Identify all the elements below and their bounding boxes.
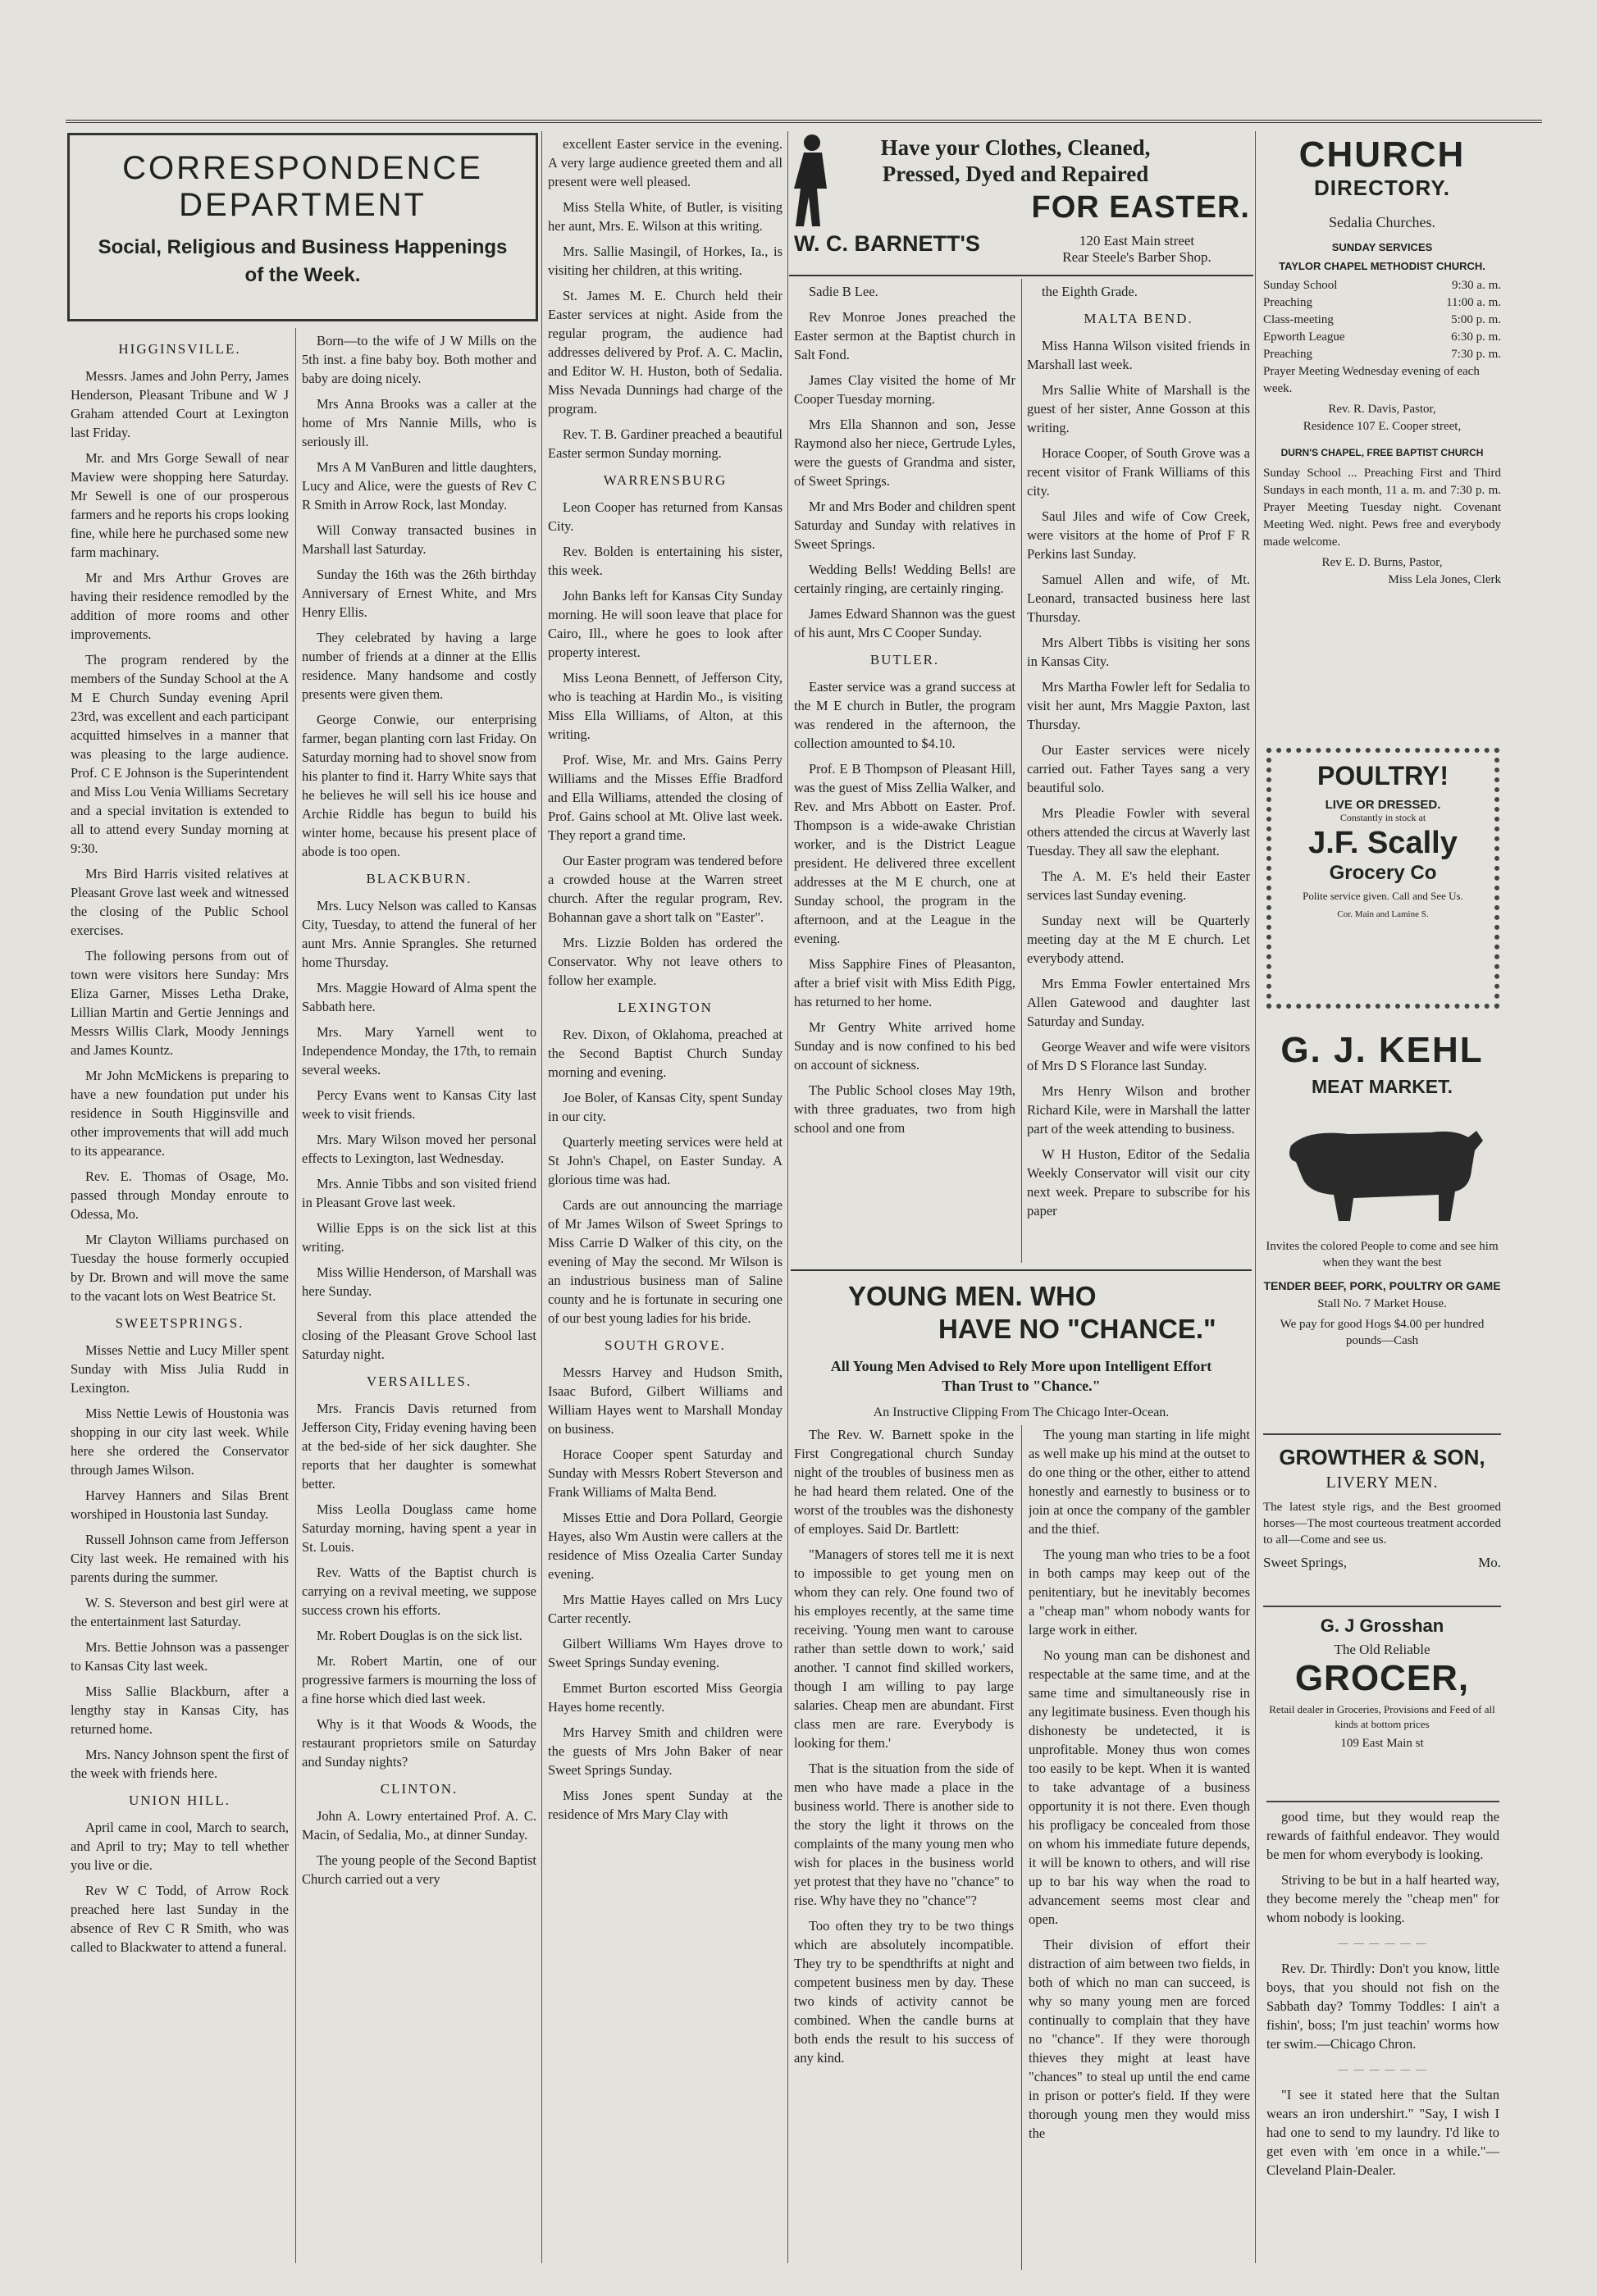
paragraph: Saul Jiles and wife of Cow Creek, were visitors at the home of Prof F R Perkins last Sunday. <box>1027 508 1250 562</box>
growther-sub: LIVERY MEN. <box>1326 1474 1439 1492</box>
paragraph: St. James M. E. Church held their Easter services at night. Aside from the regular program, the audience had addresses delivered by Prof. A. C. Maclin, and Editor W. H. Huston, both of Sedalia. Miss Nevada Dunnings had charge of the program. <box>548 288 783 417</box>
heading-clinton: CLINTON. <box>380 1781 459 1797</box>
poultry-line2: Constantly in stock at <box>1339 812 1426 823</box>
correspondence-title: CORRESPONDENCE <box>122 150 483 186</box>
paragraph: Sadie B Lee. <box>809 284 878 299</box>
pastor1: Rev. R. Davis, Pastor, <box>1328 403 1436 416</box>
barnett-headline: Have your Clothes, Cleaned, Pressed, Dyed and Repaired <box>880 135 1151 186</box>
heading-south-grove: SOUTH GROVE. <box>605 1337 726 1353</box>
schedule-row: Preaching 7:30 p. m. <box>1263 348 1501 361</box>
paragraph: Mrs. Lucy Nelson was called to Kansas City, Tuesday, to attend the funeral of her aunt Mrs. Annie Sprangles. She returned home Thursday. <box>302 898 536 970</box>
paragraph: Mrs Anna Brooks was a caller at the home of Mrs Nannie Mills, who is seriously ill. <box>302 396 536 449</box>
growther-name: GROWTHER & SON, <box>1279 1445 1485 1469</box>
grosshan-sub: The Old Reliable <box>1334 1642 1430 1657</box>
paragraph: Messrs Harvey and Hudson Smith, Isaac Buford, Gilbert Williams and William Hayes went to Marshall Monday on business. <box>548 1364 783 1437</box>
paragraph: The Rev. W. Barnett spoke in the First Congregational church Sunday night of the troubles of business men as he had heard them related. One of the worst of the troubles was the dishonesty of employes. Said Dr. Bartlett: <box>794 1427 1014 1537</box>
young-men-head1: YOUNG MEN. WHO <box>848 1281 1097 1311</box>
scally-name: J.F. Scally <box>1308 826 1458 860</box>
paragraph: Mr John McMickens is preparing to have a new foundation put under his residence in South Higginsville and other improvements that will add much to its appearance. <box>71 1068 289 1159</box>
paragraph: Mr. Robert Douglas is on the sick list. <box>317 1628 522 1643</box>
paragraph: Mrs. Francis Davis returned from Jefferson City, Friday evening having been at the bed-side of her sick daughter. She reports that her daughter is somewhat better. <box>302 1401 536 1492</box>
grosshan-title: GROCER, <box>1294 1658 1470 1698</box>
heading-versailles: VERSAILLES. <box>366 1374 472 1389</box>
grosshan-grocer-ad <box>1263 1606 1501 1751</box>
poultry-line3: Polite service given. Call and See Us. <box>1303 890 1463 902</box>
paragraph: Mrs. Nancy Johnson spent the first of the week with friends here. <box>71 1747 289 1781</box>
paragraph: Rev W C Todd, of Arrow Rock preached here last Sunday in the absence of Rev C R Smith, who was called to Blackwater to attend a funeral. <box>71 1883 289 1955</box>
paragraph: Mrs. Mary Yarnell went to Independence Monday, the 17th, to remain several weeks. <box>302 1024 536 1077</box>
paragraph: John A. Lowry entertained Prof. A. C. Macin, of Sedalia, Mo., at dinner Sunday. <box>302 1808 536 1843</box>
paragraph: Samuel Allen and wife, of Mt. Leonard, transacted business here last Thursday. <box>1027 572 1250 625</box>
column-4 <box>794 282 1015 1256</box>
heading-sweetsprings: SWEETSPRINGS. <box>115 1315 244 1331</box>
barnett-easter: FOR EASTER. <box>1031 190 1250 225</box>
young-men-header <box>791 1269 1252 1419</box>
paragraph: Mrs Harvey Smith and children were the guests of Mrs John Baker of near Sweet Springs Sunday. <box>548 1724 783 1778</box>
department-title: DEPARTMENT <box>179 187 427 223</box>
paragraph: Mr. and Mrs Gorge Sewall of near Maview were shopping here Saturday. Mr Sewell is one of our prosperous farmers and he reports his crops looking fine, while here he purchased some new farm machinary. <box>71 450 289 560</box>
church-directory <box>1263 134 1501 589</box>
paragraph: James Edward Shannon was the guest of his aunt, Mrs C Cooper Sunday. <box>794 606 1015 640</box>
paragraph: Mrs A M VanBuren and little daughters, Lucy and Alice, were the guests of Rev C R Smith in Arrow Rock, last Monday. <box>302 459 536 512</box>
paragraph: Miss Leolla Douglass came home Saturday morning, having spent a year in St. Louis. <box>302 1501 536 1555</box>
kehl-pay: We pay for good Hogs $4.00 per hundred pounds—Cash <box>1280 1318 1485 1347</box>
paragraph: The Public School closes May 19th, with three graduates, two from high school and one from <box>794 1082 1015 1136</box>
column-1 <box>71 331 289 2275</box>
residence1: Residence 107 E. Cooper street, <box>1303 420 1462 433</box>
paragraph: Sunday next will be Quarterly meeting day at the M E church. Let everybody attend. <box>1027 913 1250 966</box>
kehl-goods: TENDER BEEF, PORK, POULTRY OR GAME <box>1263 1279 1501 1292</box>
paragraph: Rev. Dixon, of Oklahoma, preached at the Second Baptist Church Sunday morning and evening. <box>548 1027 783 1080</box>
paragraph: Miss Stella White, of Butler, is visiting her aunt, Mrs. E. Wilson at this writing. <box>548 199 783 234</box>
column-4-lower <box>794 1425 1014 2275</box>
column-rule <box>295 328 296 2263</box>
paragraph: Several from this place attended the closing of the Pleasant Grove School last Saturday night. <box>302 1309 536 1362</box>
kehl-meat-market-ad <box>1263 1030 1501 1349</box>
paragraph: Mrs Mattie Hayes called on Mrs Lucy Carter recently. <box>548 1592 783 1626</box>
paragraph: Miss Sapphire Fines of Pleasanton, after a brief visit with Miss Edith Pigg, has returned to her home. <box>794 956 1015 1009</box>
paragraph: No young man can be dishonest and respectable at the same time, and at the same time and simultaneously rise in any legitimate business. Even though his dishonesty be undetected, it is unprofitable. Money thus won comes too easily to be kept. When it is wanted to take advantage of a business opportunity it is not there. Even though his profligacy be concealed from those on whom his immediate future depends, it will be known to others, and will rise up to bar his way when the road to advancement seems most clear and open. <box>1029 1647 1250 1927</box>
poultry-address: Cor. Main and Lamine S. <box>1337 909 1429 919</box>
paragraph: Mrs Albert Tibbs is visiting her sons in Kansas City. <box>1027 635 1250 669</box>
paragraph: Rev. Bolden is entertaining his sister, this week. <box>548 544 783 578</box>
paragraph: Misses Nettie and Lucy Miller spent Sunday with Miss Julia Rudd in Lexington. <box>71 1342 289 1396</box>
heading-union-hill: UNION HILL. <box>129 1793 230 1808</box>
paragraph: Mrs Emma Fowler entertained Mrs Allen Gatewood and daughter last Saturday and Sunday. <box>1027 976 1250 1029</box>
young-men-head2: HAVE NO "CHANCE." <box>938 1314 1216 1344</box>
barnett-name: W. C. BARNETT'S <box>794 231 980 256</box>
paragraph: Miss Hanna Wilson visited friends in Marshall last week. <box>1027 338 1250 372</box>
scally-name2: Grocery Co <box>1329 862 1437 884</box>
paragraph: Horace Cooper spent Saturday and Sunday with Messrs Robert Steverson and Frank Williams of Malta Bend. <box>548 1446 783 1500</box>
paragraph: Our Easter services were nicely carried out. Father Tayes sang a very beautiful solo. <box>1027 742 1250 795</box>
paragraph: Quarterly meeting services were held at St John's Chapel, on Easter Sunday. A glorious time was had. <box>548 1134 783 1187</box>
heading-butler: BUTLER. <box>869 652 940 667</box>
chapel2-name: DURN'S CHAPEL, FREE BAPTIST CHURCH <box>1280 447 1484 458</box>
paragraph: Mr. Robert Martin, one of our progressive farmers is mourning the loss of a fine horse which died last week. <box>302 1653 536 1706</box>
column-rule <box>787 131 788 2263</box>
paragraph: John Banks left for Kansas City Sunday morning. He will soon leave that place for Cairo, Ill., where he goes to look after property interest. <box>548 588 783 660</box>
paragraph: Mrs Bird Harris visited relatives at Pleasant Grove last week and witnessed the closing of the Public School exercises. <box>71 866 289 938</box>
paragraph: Mr Gentry White arrived home Sunday and is now confined to his bed on account of sickness. <box>794 1019 1015 1073</box>
pastor2: Rev E. D. Burns, Pastor, <box>1321 556 1443 569</box>
paragraph: Mrs Ella Shannon and son, Jesse Raymond also her niece, Gertrude Lyles, were the guests of Grandma and sister, of Sweet Springs. <box>794 417 1015 489</box>
paragraph: Mrs. Mary Wilson moved her personal effects to Lexington, last Wednesday. <box>302 1132 536 1166</box>
paragraph: Cards are out announcing the marriage of Mr James Wilson of Sweet Springs to Miss Carrie D Walker of this city, on the evening of May the second. Mr Wilson is an industrious business man of Saline county and he is fortunate in securing one of our best young ladies for his bride. <box>548 1197 783 1326</box>
paragraph: The young man who tries to be a foot in both camps may keep out of the penitentiary, but he inevitably becomes a "cheap man" whom nobody wants for large work in either. <box>1029 1547 1250 1638</box>
paragraph: That is the situation from the side of men who have made a place in the business world. There is another side to the story the light it throws on the complaints of the many young men who wish for places in the business world yet protest that they have no "chance" to rise. Why have they no "chance"? <box>794 1761 1014 1908</box>
paragraph: Harvey Hanners and Silas Brent worshiped in Houstonia last Sunday. <box>71 1487 289 1522</box>
divider: — — — — — — <box>1338 2063 1428 2075</box>
column-rule <box>541 131 542 2263</box>
paragraph: Percy Evans went to Kansas City last week to visit friends. <box>302 1087 536 1122</box>
paragraph: Too often they try to be two things which are absolutely incompatible. They try to be spendthrifts at night and competent business men by day. These two kinds of activity cannot be combined. When the candle burns at both ends the result to his success of any kind. <box>794 1918 1014 2066</box>
poultry-title: POULTRY! <box>1317 761 1449 790</box>
paragraph: Mrs Henry Wilson and brother Richard Kile, were in Marshall the latter part of the week attending to business. <box>1027 1083 1250 1137</box>
schedule-row: Preaching 11:00 a. m. <box>1263 296 1501 309</box>
paragraph: Miss Nettie Lewis of Houstonia was shopping in our city last week. While here she ordered the Conservator through James Wilson. <box>71 1405 289 1478</box>
paragraph: Mrs Sallie White of Marshall is the guest of her sister, Anne Gosson at this writing. <box>1027 382 1250 435</box>
top-rule <box>66 120 1542 123</box>
paragraph: They celebrated by having a large number of friends at a dinner at the Ellis residence. Many handsome and costly presents were given them. <box>302 630 536 702</box>
grosshan-address: 109 East Main st <box>1340 1737 1424 1750</box>
clerk: Miss Lela Jones, Clerk <box>1388 573 1501 586</box>
correspondence-subtitle: Social, Religious and Business Happenings of the Week. <box>98 236 508 286</box>
paragraph: Mr and Mrs Arthur Groves are having their residence remodled by the addition of more rooms and other improvements. <box>71 570 289 642</box>
paragraph: Mrs. Bettie Johnson was a passenger to Kansas City last week. <box>71 1639 289 1674</box>
poultry-line1: LIVE OR DRESSED. <box>1325 798 1441 812</box>
young-men-clip: An Instructive Clipping From The Chicago Inter-Ocean. <box>873 1405 1170 1419</box>
column-5-lower <box>1029 1425 1250 2275</box>
paragraph: Misses Ettie and Dora Pollard, Georgie Hayes, also Wm Austin were callers at the residence of Miss Ozealia Carter Sunday evening. <box>548 1510 783 1582</box>
paragraph: Prof. Wise, Mr. and Mrs. Gains Perry Williams and the Misses Effie Bradford and Ella Williams, attended the closing of Prof. Gains school at Mt. Olive last week. They report a grand time. <box>548 752 783 843</box>
barnett-address1: 120 East Main street <box>1079 233 1195 248</box>
kehl-stall: Stall No. 7 Market House. <box>1317 1297 1447 1310</box>
heading-higginsville: HIGGINSVILLE. <box>118 341 241 357</box>
heading-warrensburg: WARRENSBURG <box>603 472 728 488</box>
paragraph: Mrs. Lizzie Bolden has ordered the Conservator. Why not leave others to follow her example. <box>548 935 783 988</box>
column-2 <box>302 331 536 2275</box>
column-rule <box>1021 279 1022 1263</box>
kehl-invite: Invites the colored People to come and see him when they want the best <box>1266 1240 1499 1269</box>
paragraph: W H Huston, Editor of the Sedalia Weekly Conservator will visit our city next week. Prepare to subscribe for his paper <box>1027 1146 1250 1219</box>
chapel1-name: TAYLOR CHAPEL METHODIST CHURCH. <box>1279 260 1485 272</box>
paragraph: Wedding Bells! Wedding Bells! are certainly ringing, are certainly ringing. <box>794 562 1015 596</box>
heading-lexington: LEXINGTON <box>618 1000 713 1015</box>
paragraph: Sunday the 16th was the 26th birthday Anniversary of Ernest White, and Mrs Henry Ellis. <box>302 567 536 620</box>
paragraph: Their division of effort their distraction of aim between two fields, in both of which no man can succeed, is why so many young men are forced continually to complain that they have no "chance". If they were thorough thieves they might at least have "chances" to steal up until the end came in prison or potter's field. If they were thorough young men they would miss the <box>1029 1937 1250 2141</box>
paragraph: Willie Epps is on the sick list at this writing. <box>302 1220 536 1255</box>
column-5 <box>1027 282 1250 1256</box>
tailor-figure-icon <box>789 131 838 230</box>
growther-town: Sweet Springs, <box>1263 1555 1347 1570</box>
paragraph: Rev Monroe Jones preached the Easter sermon at the Baptist church in Salt Fond. <box>794 309 1015 362</box>
paragraph: Rev. Dr. Thirdly: Don't you know, little boys, that you should not fish on the Sabbath day? Tommy Toddles: I ain't a fishin', boss; I'm just teachin' worms how ter swim.—Chicago Chron. <box>1266 1961 1499 2052</box>
paragraph: Gilbert Williams Wm Hayes drove to Sweet Springs Sunday evening. <box>548 1636 783 1670</box>
paragraph: Our Easter program was tendered before a crowded house at the Warren street church. After the regular program, Rev. Bohannan gave a short talk on "Easter". <box>548 853 783 925</box>
paragraph: excellent Easter service in the evening. A very large audience greeted them and all present were well pleased. <box>548 136 783 189</box>
column-3 <box>548 134 783 2275</box>
services-head: SUNDAY SERVICES <box>1331 241 1433 253</box>
paragraph: Russell Johnson came from Jefferson City last week. He remained with his parents during the summer. <box>71 1532 289 1585</box>
paragraph: Joe Boler, of Kansas City, spent Sunday in our city. <box>548 1090 783 1124</box>
church-title: CHURCH <box>1298 134 1466 175</box>
paragraph: good time, but they would reap the rewards of faithful endeavor. They would be men for whom everybody is looking. <box>1266 1809 1499 1862</box>
paragraph: Prof. E B Thompson of Pleasant Hill, was the guest of Miss Zellia Walker, and Rev. and Mrs Abbott on Easter. Prof. Thompson is a wide-awake Christian worker, and is the District League president. He delivered three excellent addresses at the M E church, one at Sunday school, the program in the afternoon, and at the League in the evening. <box>794 761 1015 946</box>
paragraph: The program rendered by the members of the Sunday School at the A M E Church Sunday evening April 23rd, was excellent and each participant acquitted himselves in a manner that was pleasing to the large audience. Prof. C E Johnson is the Superintendent and Miss Lou Venia Williams Secretary and a special invitation is extended to all to attend every Sunday morning at 9:30. <box>71 652 289 856</box>
grosshan-text: Retail dealer in Groceries, Provisions and Feed of all kinds at bottom prices <box>1269 1703 1495 1730</box>
paragraph: Horace Cooper, of South Grove was a recent visitor of Frank Williams of this city. <box>1027 445 1250 499</box>
barnett-address2: Rear Steele's Barber Shop. <box>1062 249 1211 265</box>
paragraph: "Managers of stores tell me it is next to impossible to get young men on whom they can rely. One found two of his employes recently, at the same time receiving. 'Young men want to carouse rather than settle down to work,' said another. 'I cannot find skilled workers, though I am willing to pay large salaries. Cheap men are abundant. First class men are rare. Everybody is looking for them.' <box>794 1547 1014 1751</box>
paragraph: George Weaver and wife were visitors of Mrs D S Florance last Sunday. <box>1027 1039 1250 1073</box>
service-schedule <box>1263 277 1501 363</box>
paragraph: Mrs Pleadie Fowler with several others attended the circus at Waverly last Tuesday. They all saw the elephant. <box>1027 805 1250 859</box>
paragraph: Miss Jones spent Sunday at the residence of Mrs Mary Clay with <box>548 1788 783 1822</box>
paragraph: Miss Leona Bennett, of Jefferson City, who is teaching at Hardin Mo., is visiting Miss Ella Williams, of Alton, at this writing. <box>548 670 783 742</box>
paragraph: Miss Willie Henderson, of Marshall was here Sunday. <box>302 1264 536 1299</box>
heading-blackburn: BLACKBURN. <box>366 871 472 886</box>
chapel2-text: Sunday School ... Preaching First and Third Sundays in each month, 11 a. m. and 7:30 p. m. Prayer Meeting Tuesday night. Covenant Meeting Wed. night. Pews free and everybody made welcome. <box>1263 467 1501 549</box>
paragraph: Miss Sallie Blackburn, after a lengthy stay in Kansas City, has returned home. <box>71 1683 289 1737</box>
paragraph: The following persons from out of town were visitors here Sunday: Mrs Eliza Garner, Misses Letha Drake, Lillian Martin and Gertie Jennings and Messrs Willis Clark, Moody Jennings and James Kountz. <box>71 948 289 1058</box>
paragraph: Mr and Mrs Boder and children spent Saturday and Sunday with relatives in Sweet Springs. <box>794 499 1015 552</box>
church-location: Sedalia Churches. <box>1329 214 1435 230</box>
correspondence-header <box>67 133 538 321</box>
grosshan-name: G. J Grosshan <box>1320 1615 1444 1636</box>
kehl-name: G. J. KEHL <box>1280 1030 1484 1070</box>
paragraph: Mrs. Maggie Howard of Alma spent the Sabbath here. <box>302 980 536 1014</box>
paragraph: The young man starting in life might as well make up his mind at the outset to do one thing or the other, either to attend honestly and earnestly to business or to join at once the company of the gambler and the thief. <box>1029 1427 1250 1537</box>
paragraph: Emmet Burton escorted Miss Georgia Hayes home recently. <box>548 1680 783 1715</box>
church-subtitle: DIRECTORY. <box>1313 175 1451 200</box>
paragraph: the Eighth Grade. <box>1042 284 1138 299</box>
heading-malta-bend: MALTA BEND. <box>1084 311 1193 326</box>
divider: — — — — — — <box>1338 1937 1428 1948</box>
paragraph: Rev. T. B. Gardiner preached a beautiful Easter sermon Sunday morning. <box>548 426 783 461</box>
paragraph: Mrs Martha Fowler left for Sedalia to visit her aunt, Mrs Maggie Paxton, last Thursday. <box>1027 679 1250 732</box>
paragraph: Mrs. Sallie Masingil, of Horkes, Ia., is visiting her children, at this writing. <box>548 244 783 278</box>
paragraph: Striving to be but in a half hearted way, they become merely the "cheap men" for whom nobody is looking. <box>1266 1872 1499 1925</box>
paragraph: Rev. Watts of the Baptist church is carrying on a revival meeting, we suppose success crown his efforts. <box>302 1565 536 1618</box>
paragraph: April came in cool, March to search, and April to try; May to tell whether you live or die. <box>71 1820 289 1873</box>
paragraph: Easter service was a grand success at the M E church in Butler, the program was rendered in the afternoon, the collection amounted to $4.10. <box>794 679 1015 751</box>
column-6-lower <box>1266 1801 1499 2281</box>
growther-livery-ad <box>1263 1433 1501 1571</box>
paragraph: James Clay visited the home of Mr Cooper Tuesday morning. <box>794 372 1015 407</box>
paragraph: "I see it stated here that the Sultan wears an iron undershirt." "Say, I wish I had one to send to my laundry. I'd like to get even with 'em once in a while."—Cleveland Plain-Dealer. <box>1266 2087 1499 2178</box>
paragraph: Leon Cooper has returned from Kansas City. <box>548 499 783 534</box>
kehl-sub: MEAT MARKET. <box>1311 1076 1453 1097</box>
paragraph: W. S. Steverson and best girl were at the entertainment last Saturday. <box>71 1595 289 1629</box>
schedule-row: Class-meeting 5:00 p. m. <box>1263 313 1501 326</box>
paragraph: Mrs. Annie Tibbs and son visited friend in Pleasant Grove last week. <box>302 1176 536 1210</box>
paragraph: Born—to the wife of J W Mills on the 5th inst. a fine baby boy. Both mother and baby are doing nicely. <box>302 333 536 386</box>
column-rule <box>1021 1425 1022 2270</box>
growther-text: The latest style rigs, and the Best groomed horses—The most courteous treatment accorded to all—Come and see us. <box>1263 1501 1501 1547</box>
schedule-row: Sunday School 9:30 a. m. <box>1263 279 1501 292</box>
cow-icon <box>1275 1113 1501 1232</box>
paragraph: The A. M. E's held their Easter services last Sunday evening. <box>1027 868 1250 903</box>
paragraph: Why is it that Woods & Woods, the restaurant proprietors smile on Saturday and Sunday nights? <box>302 1716 536 1770</box>
growther-state: Mo. <box>1478 1555 1501 1570</box>
scally-poultry-ad <box>1266 748 1499 1009</box>
paragraph: Rev. E. Thomas of Osage, Mo. passed through Monday enroute to Odessa, Mo. <box>71 1168 289 1222</box>
barnett-ad <box>789 131 1253 276</box>
paragraph: George Conwie, our enterprising farmer, began planting corn last Friday. On Saturday morning had to shovel snow from his planter to find it. Harry White says that he believes he will sell his ice house and Archie Riddle has begun to build his winter home, because his present place of abode is too open. <box>302 712 536 859</box>
paragraph: Mr Clayton Williams purchased on Tuesday the house formerly occupied by Dr. Brown and will move the same to the vacant lots on West Beatrice St. <box>71 1232 289 1304</box>
paragraph: The young people of the Second Baptist Church carried out a very <box>302 1852 536 1887</box>
prayer-meeting: Prayer Meeting Wednesday evening of each week. <box>1263 365 1480 395</box>
schedule-row: Epworth League 6:30 p. m. <box>1263 330 1501 344</box>
paragraph: Messrs. James and John Perry, James Henderson, Pleasant Tribune and W J Graham attended Court at Lexington last Friday. <box>71 368 289 440</box>
column-rule <box>1255 131 1256 2263</box>
young-men-subhead: All Young Men Advised to Rely More upon Intelligent Effort Than Trust to "Chance." <box>830 1358 1212 1394</box>
paragraph: Will Conway transacted busines in Marshall last Saturday. <box>302 522 536 557</box>
